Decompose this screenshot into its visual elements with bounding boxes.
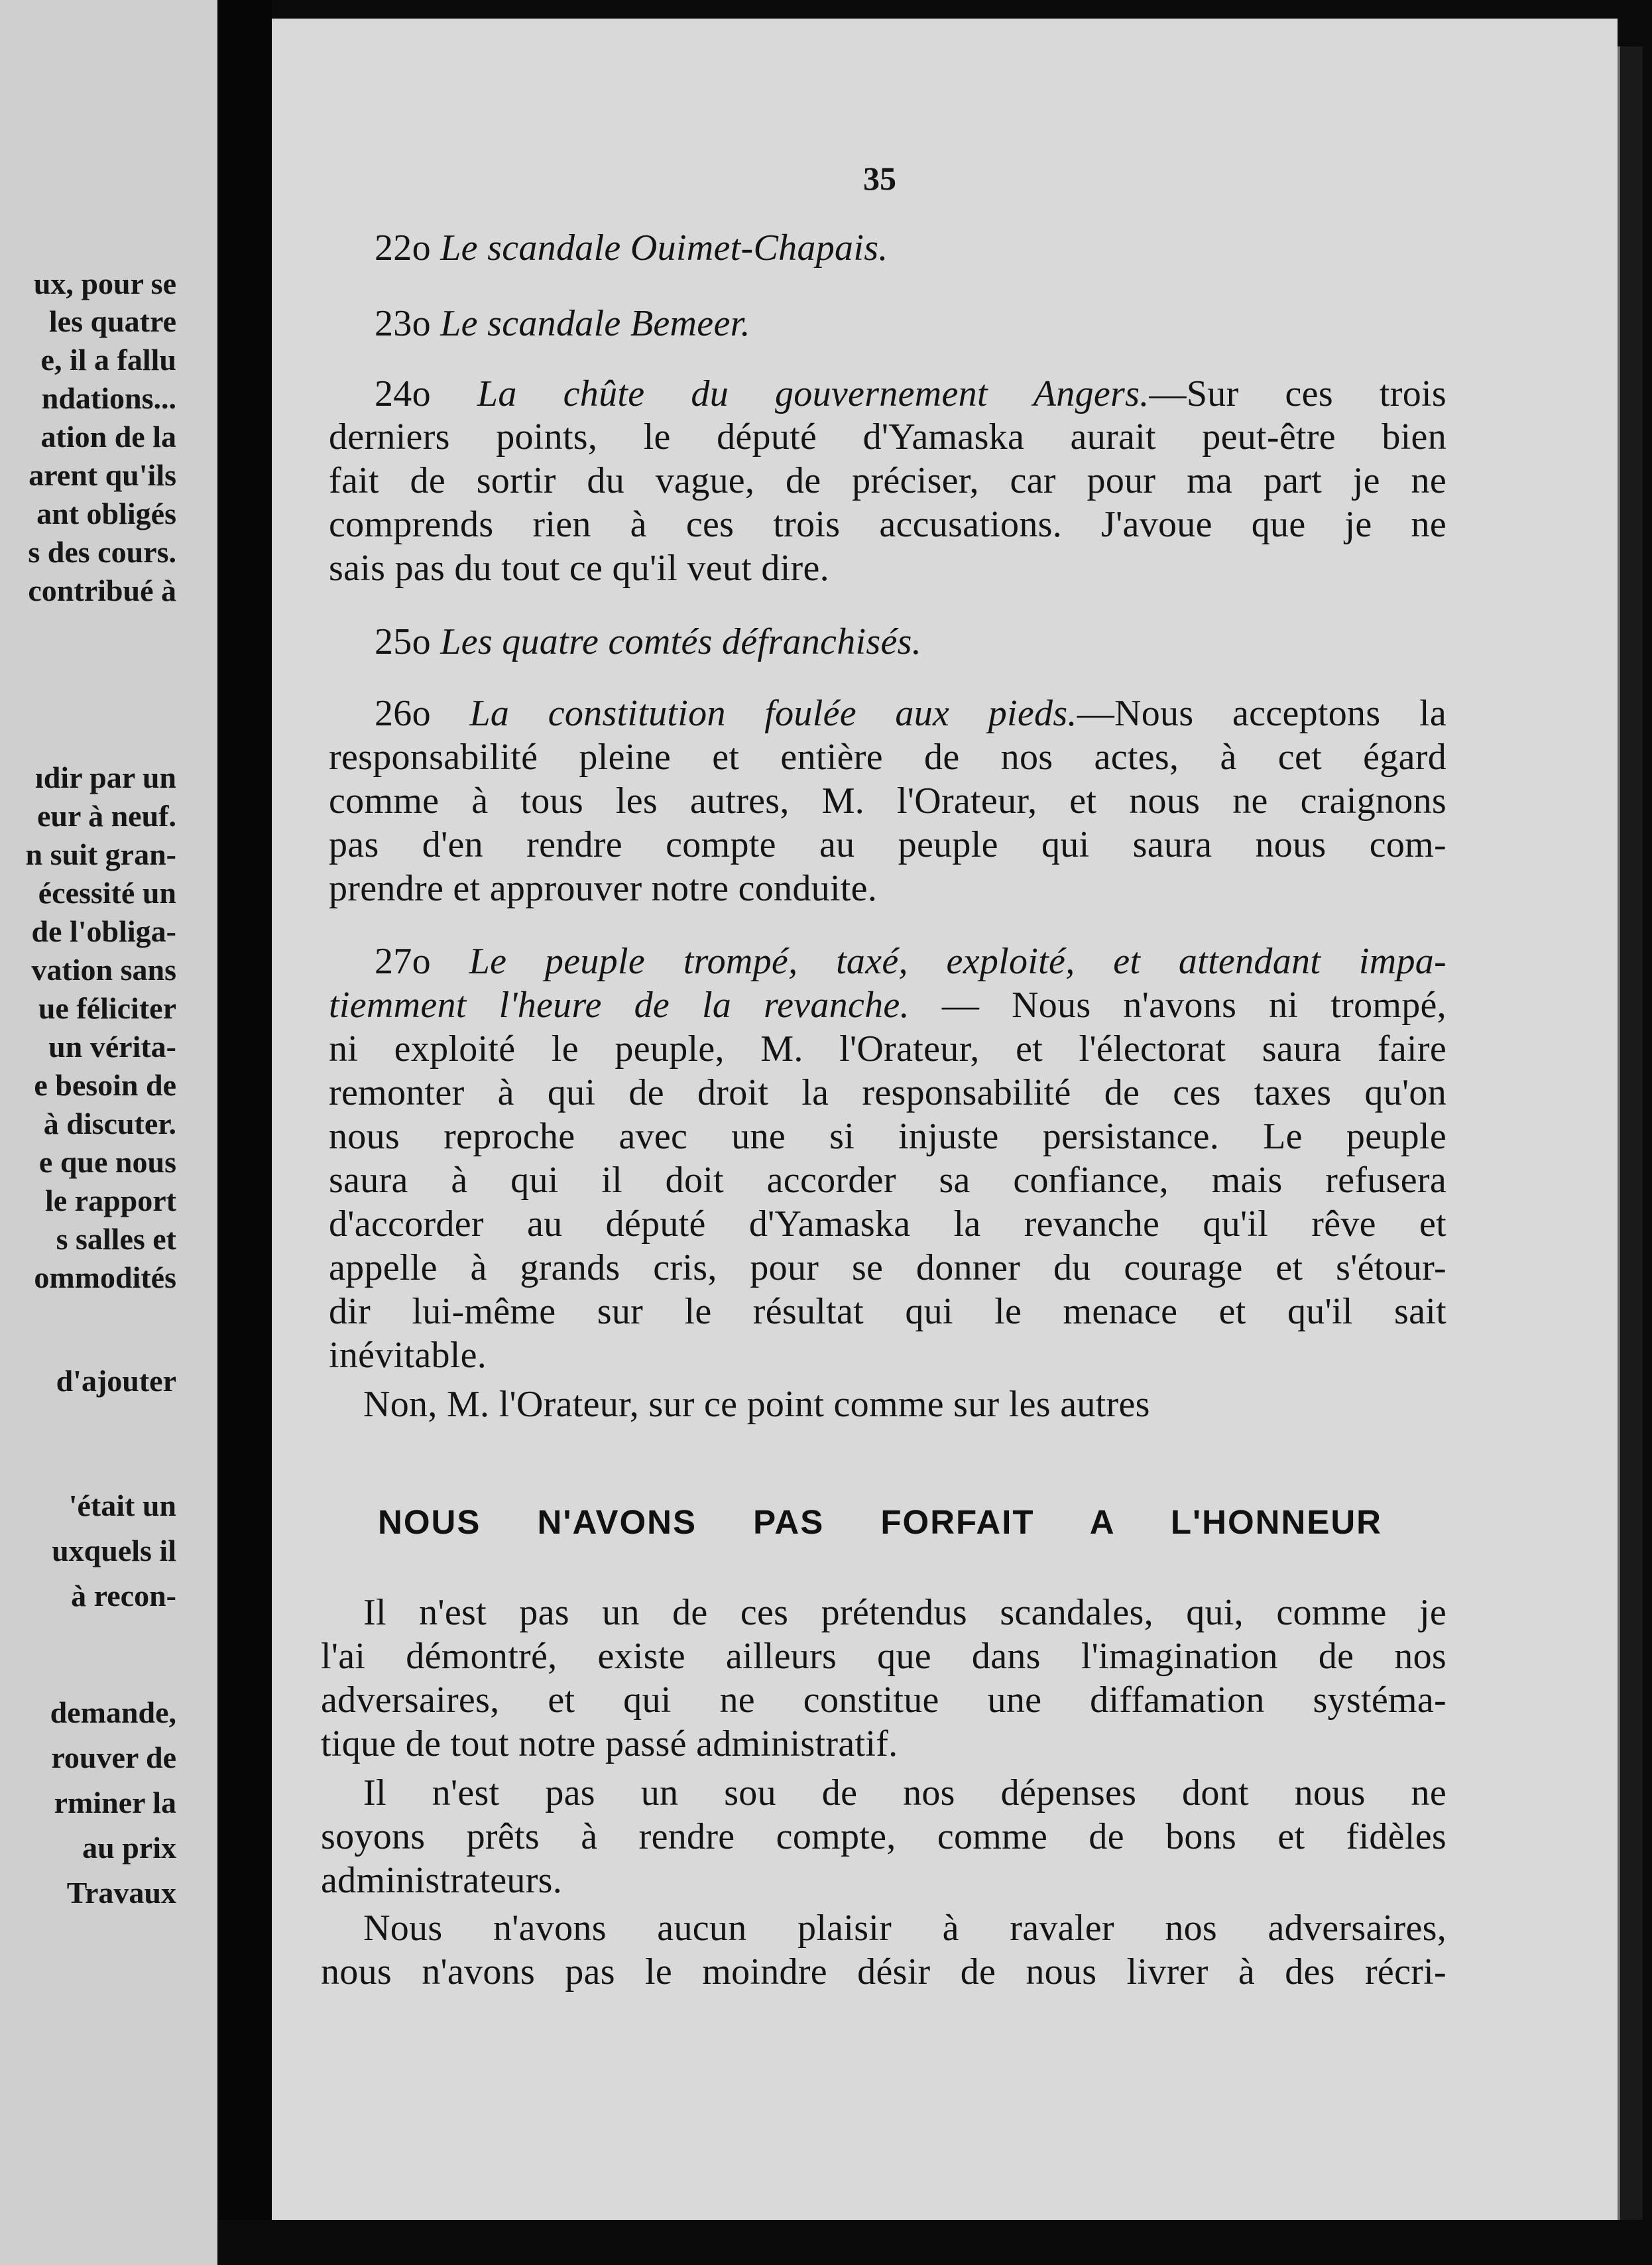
body-line: prendre et approuver notre conduite. bbox=[329, 868, 878, 909]
facing-page bbox=[0, 0, 217, 2265]
page-number: 35 bbox=[863, 160, 896, 197]
facing-page-line: 'était un bbox=[68, 1489, 176, 1522]
facing-page-line: ation de la bbox=[40, 420, 176, 454]
facing-page-line: écessité un bbox=[38, 876, 176, 910]
list-item-26 bbox=[375, 695, 1446, 732]
paragraph-line: nous n'avons pas le moindre désir de nous livrer à des récri- bbox=[321, 1951, 1446, 1992]
item-title: Les quatre comtés défranchisés. bbox=[440, 621, 922, 662]
body-line: d'accorder au député d'Yamaska la revanche qu'il rêve et bbox=[329, 1203, 1446, 1245]
facing-page-line: rminer la bbox=[54, 1786, 176, 1819]
facing-page-line: ommodités bbox=[34, 1260, 176, 1294]
facing-page-line: s salles et bbox=[56, 1222, 176, 1256]
facing-page-line: ıdir par un bbox=[34, 761, 176, 794]
facing-page-line: ue féliciter bbox=[38, 991, 176, 1025]
list-item-25 bbox=[375, 623, 921, 660]
body-line bbox=[329, 987, 1446, 1024]
page-edge bbox=[1618, 46, 1643, 2234]
body-line: inévitable. bbox=[329, 1335, 487, 1376]
facing-page-line: contribué à bbox=[28, 574, 176, 607]
body-line: nous reproche avec une si injuste persistance. Le peuple bbox=[329, 1116, 1446, 1157]
facing-page-line: les quatre bbox=[48, 304, 176, 338]
body-line: ni exploité le peuple, M. l'Orateur, et l'électorat saura faire bbox=[329, 1028, 1446, 1070]
paragraph-line: Il n'est pas un sou de nos dépenses dont nous ne bbox=[363, 1772, 1446, 1813]
bottom-border bbox=[217, 2220, 1652, 2265]
facing-page-line: eur à neuf. bbox=[37, 799, 176, 833]
closing-line: Non, M. l'Orateur, sur ce point comme sur les autres bbox=[363, 1384, 1150, 1425]
item-title: Le peuple trompé, taxé, exploité, et attendant impa- bbox=[469, 941, 1446, 982]
facing-page-line: ndations... bbox=[41, 381, 176, 415]
body-line: saura à qui il doit accorder sa confiance, mais refusera bbox=[329, 1160, 1446, 1201]
paragraph-line: adversaires, et qui ne constitue une diffamation systéma- bbox=[321, 1680, 1446, 1721]
list-item-22 bbox=[375, 229, 888, 267]
item-number: 26o bbox=[375, 693, 431, 734]
facing-page-line: le rapport bbox=[44, 1184, 176, 1217]
facing-page-line: de l'obliga- bbox=[31, 914, 176, 948]
facing-page-line: à discuter. bbox=[43, 1107, 176, 1140]
body-line: derniers points, le député d'Yamaska aurait peut-être bien bbox=[329, 416, 1446, 458]
facing-page-line: e que nous bbox=[38, 1145, 176, 1179]
body-line: pas d'en rendre compte au peuple qui saura nous com- bbox=[329, 824, 1446, 865]
facing-page-line: s des cours. bbox=[28, 535, 176, 569]
facing-page-line: uxquels il bbox=[52, 1534, 176, 1567]
body-line: comme à tous les autres, M. l'Orateur, et nous ne craignons bbox=[329, 780, 1446, 822]
facing-page-line: n suit gran- bbox=[25, 837, 176, 871]
facing-page-line: vation sans bbox=[31, 953, 176, 987]
body-line: responsabilité pleine et entière de nos actes, à cet égard bbox=[329, 737, 1446, 778]
facing-page-line: e, il a fallu bbox=[40, 343, 176, 377]
facing-page-line: arent qu'ils bbox=[29, 458, 176, 492]
facing-page-line: à recon- bbox=[71, 1579, 176, 1613]
paragraph-line: soyons prêts à rendre compte, comme de bons et fidèles bbox=[321, 1816, 1446, 1857]
item-title: Le scandale Bemeer. bbox=[440, 303, 750, 344]
item-text: — Nous n'avons ni trompé, bbox=[941, 985, 1446, 1026]
paragraph-line: tique de tout notre passé administratif. bbox=[321, 1723, 898, 1764]
facing-page-line: Travaux bbox=[66, 1876, 176, 1910]
item-title: La chûte du gouvernement Angers. bbox=[477, 373, 1150, 414]
facing-page-line: e besoin de bbox=[34, 1068, 176, 1102]
facing-page-line: au prix bbox=[82, 1831, 176, 1865]
facing-page-line: d'ajouter bbox=[56, 1364, 176, 1398]
item-number: 22o bbox=[375, 227, 431, 269]
item-number: 24o bbox=[375, 373, 431, 414]
item-number: 25o bbox=[375, 621, 431, 662]
facing-page-line: rouver de bbox=[51, 1741, 176, 1774]
list-item-27 bbox=[375, 943, 1446, 980]
list-item-23 bbox=[375, 305, 750, 342]
body-line: remonter à qui de droit la responsabilité de ces taxes qu'on bbox=[329, 1072, 1446, 1113]
section-heading: NOUS N'AVONS PAS FORFAIT A L'HONNEUR bbox=[378, 1503, 1382, 1541]
body-line: dir lui-même sur le résultat qui le menace et qu'il sait bbox=[329, 1291, 1446, 1332]
facing-page-line: ant obligés bbox=[36, 497, 176, 530]
book-gutter bbox=[217, 0, 272, 2265]
paragraph-line: l'ai démontré, existe ailleurs que dans l'imagination de nos bbox=[321, 1636, 1446, 1677]
facing-page-line: un vérita- bbox=[48, 1030, 176, 1064]
item-text: —Nous acceptons la bbox=[1077, 693, 1446, 734]
body-line: comprends rien à ces trois accusations. J'avoue que je ne bbox=[329, 504, 1446, 545]
body-line: fait de sortir du vague, de préciser, car pour ma part je ne bbox=[329, 460, 1446, 501]
body-line: sais pas du tout ce qu'il veut dire. bbox=[329, 548, 829, 589]
item-title: tiemment l'heure de la revanche. bbox=[329, 985, 910, 1026]
item-number: 23o bbox=[375, 303, 431, 344]
paragraph-line: Il n'est pas un de ces prétendus scandales, qui, comme je bbox=[363, 1592, 1446, 1633]
item-title: La constitution foulée aux pieds. bbox=[469, 693, 1077, 734]
paragraph-line: Nous n'avons aucun plaisir à ravaler nos adversaires, bbox=[363, 1908, 1446, 1949]
facing-page-line: ux, pour se bbox=[33, 267, 176, 300]
facing-page-line: demande, bbox=[50, 1695, 176, 1729]
body-line: appelle à grands cris, pour se donner du courage et s'étour- bbox=[329, 1247, 1446, 1288]
item-title: Le scandale Ouimet-Chapais. bbox=[440, 227, 888, 269]
item-text: —Sur ces trois bbox=[1149, 373, 1446, 414]
list-item-24 bbox=[375, 375, 1446, 412]
paragraph-line: administrateurs. bbox=[321, 1860, 563, 1901]
item-number: 27o bbox=[375, 941, 431, 982]
